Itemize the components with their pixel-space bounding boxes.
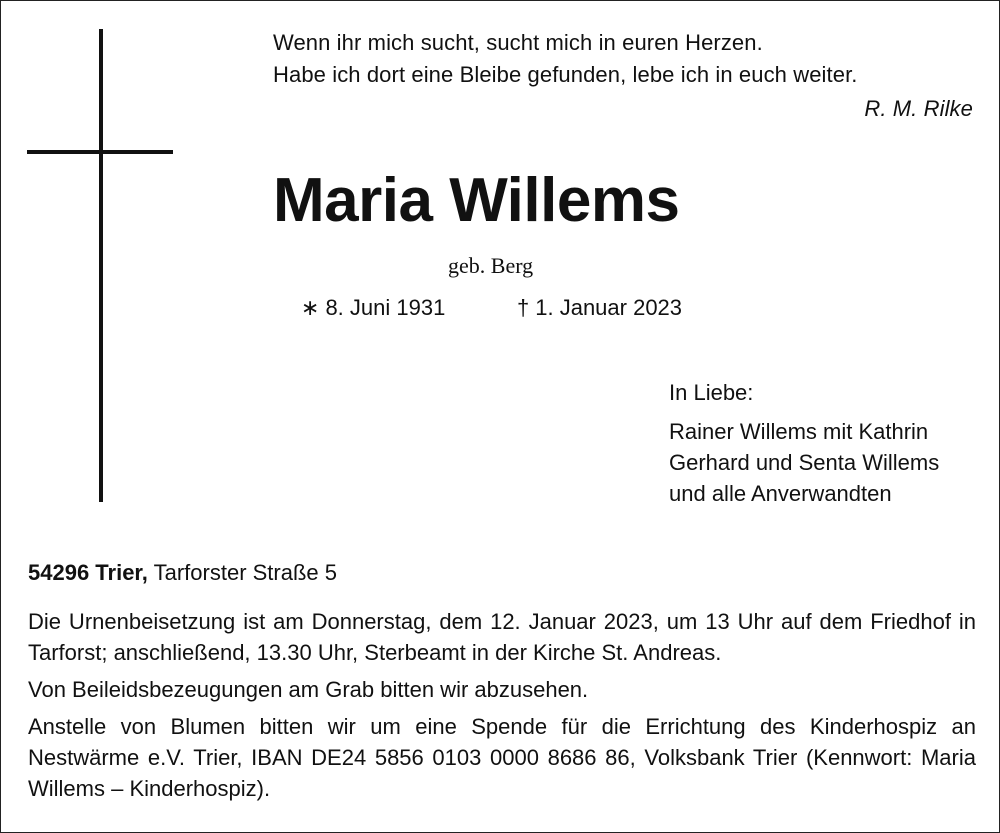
quote-line-2: Habe ich dort eine Bleibe gefunden, lebe ich in euch weiter. <box>273 62 858 87</box>
quote-block <box>273 27 973 125</box>
quote-line-1: Wenn ihr mich sucht, sucht mich in euren Herzen. <box>273 30 763 55</box>
notice-burial: Die Urnenbeisetzung ist am Donnerstag, dem 12. Januar 2023, um 13 Uhr auf dem Friedhof in Tarforst; anschließend, 13.30 Uhr, Sterbeamt in der Kirche St. Andreas. <box>28 609 976 665</box>
cross-horizontal-bar <box>27 150 173 154</box>
deceased-name: Maria Willems <box>273 166 680 235</box>
mourners-intro: In Liebe: <box>669 380 754 405</box>
notice-donation: Anstelle von Blumen bitten wir um eine Spende für die Errichtung des Kinderhospiz an Nestwärme e.V. Trier, IBAN DE24 5856 0103 0000 8686 86, Volksbank Trier (Kennwort: Maria Willems – Kinderhospiz). <box>28 714 976 801</box>
quote-author: R. M. Rilke <box>864 96 973 121</box>
mourners-block <box>669 377 939 509</box>
death-cross-icon: † <box>517 295 530 320</box>
mourner-line-3: und alle Anverwandten <box>669 481 892 506</box>
address-city: 54296 Trier, <box>28 560 148 585</box>
address-street: Tarforster Straße 5 <box>153 560 337 585</box>
address <box>28 558 337 588</box>
death-date-text: 1. Januar 2023 <box>535 295 683 320</box>
mourner-line-2: Gerhard und Senta Willems <box>669 450 940 475</box>
cross-vertical-bar <box>99 29 103 502</box>
birth-date-text: 8. Juni 1931 <box>325 295 446 320</box>
birth-date <box>301 293 445 323</box>
notice-condolences: Von Beileidsbezeugungen am Grab bitten wir abzusehen. <box>28 677 589 702</box>
mourner-line-1: Rainer Willems mit Kathrin <box>669 419 929 444</box>
notice-text <box>28 606 976 810</box>
birth-star-icon: ∗ <box>301 295 320 320</box>
death-date <box>517 293 682 323</box>
maiden-name: geb. Berg <box>448 253 534 278</box>
